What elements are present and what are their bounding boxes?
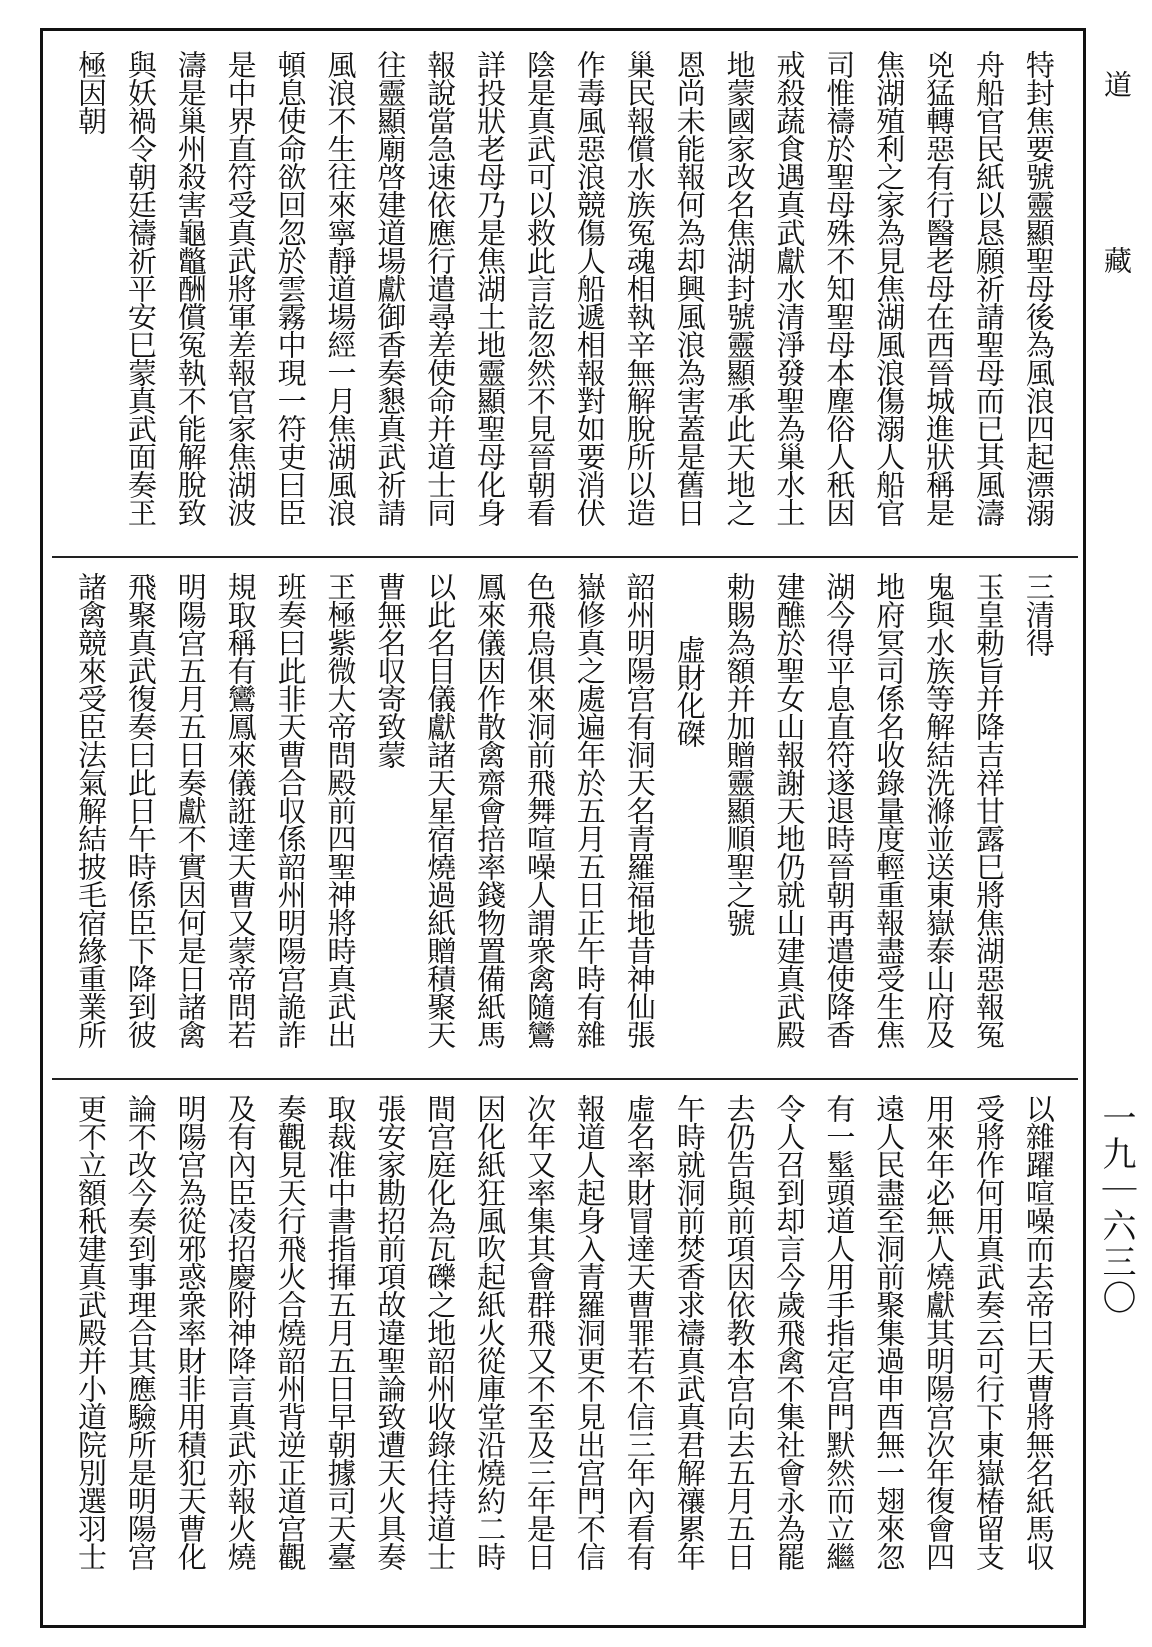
text-column: 曹無名収寄致蒙: [373, 572, 408, 768]
register-middle: [52, 560, 1078, 1076]
text-column: 次年又率集其會群飛又不至及三年是日: [523, 1094, 558, 1570]
text-column: 玉皇勅旨并降吉祥甘露巳將焦湖惡報冤: [972, 572, 1007, 1048]
text-column: 色飛烏俱來洞前飛舞喧噪人謂衆禽隨鸞: [523, 572, 558, 1048]
text-column: 報說當急速依應行遣尋差使命并道士同: [423, 50, 458, 526]
text-column: 明陽宫為從邪惑衆率財非用積犯天曹化: [173, 1094, 208, 1570]
text-column: 焦湖殖利之家為見焦湖風浪傷溺人船官: [872, 50, 907, 526]
text-column: 更不立額秖建真武殿并小道院別選羽士: [74, 1094, 108, 1570]
text-column: 玊極紫微大帝問殿前四聖神將時真武出: [323, 572, 358, 1048]
text-column: 湖今得平息直符遂退時晉朝再遣使降香: [822, 572, 857, 1048]
text-column: 特封焦要號靈顯聖母後為風浪四起漂溺: [1021, 50, 1056, 526]
text-column: 建醮於聖女山報謝天地仍就山建真武殿: [772, 572, 807, 1048]
text-column: 午時就洞前焚香求禱真武真君解禳累年: [672, 1094, 707, 1570]
text-column: 規取稱有鸞鳳來儀誑達天曹又蒙帝問若: [223, 572, 258, 1048]
text-column: 恩尚未能報何為却興風浪為害蓋是舊日: [672, 50, 707, 526]
text-column: 頓息使命欲回忽於雲霧中現一符吏曰臣: [273, 50, 308, 526]
text-column: 論不改今奏到事理合其應驗所是明陽宫: [123, 1094, 158, 1570]
text-column: 遠人民盡至洞前聚集過申酉無一翅來忽: [872, 1094, 907, 1570]
text-column: 張安家勘招前項故違聖論致遭天火具奏: [373, 1094, 408, 1570]
text-column: 地蒙國家改名焦湖封號靈顯承此天地之: [722, 50, 757, 526]
text-column: 陰是真武可以救此言訖忽然不見晉朝看: [523, 50, 558, 526]
text-column: 風浪不生往來寧靜道場經一月焦湖風浪: [323, 50, 358, 526]
register-bottom: [52, 1082, 1078, 1620]
text-column: 去仍告與前項因依教本宫向去五月五日: [722, 1094, 757, 1570]
text-column: 巢民報償水族冤魂相執辛無解脫所以造: [622, 50, 657, 526]
text-column: 是中界直符受真武將軍差報官家焦湖波: [223, 50, 258, 526]
text-column: 間宫庭化為瓦礫之地韶州收錄住持道士: [423, 1094, 458, 1570]
text-column: 及有內臣凌招慶附神降言真武亦報火燒: [223, 1094, 258, 1570]
text-column: 鳳來儀因作散禽齋會掊率錢物置備紙馬: [473, 572, 508, 1048]
text-column: 奏觀見天行飛火合燒韶州背逆正道宫觀: [273, 1094, 308, 1570]
text-column: 飛聚真武復奏曰此日午時係臣下降到彼: [123, 572, 158, 1048]
text-column: 以此名目儀獻諸天星宿燒過紙贈積聚天: [423, 572, 458, 1048]
text-column: 往靈顯廟啓建道場獻御香奏懇真武祈請: [373, 50, 408, 526]
text-column: 嶽修真之處遍年於五月五日正午時有雜: [572, 572, 607, 1048]
text-column: 受將作何用真武奏云可行下東嶽椿留支: [972, 1094, 1007, 1570]
text-column: 明陽宫五月五日奏獻不實因何是日諸禽: [173, 572, 208, 1048]
text-column: 取裁准中書指揮五月五日早朝據司天臺: [323, 1094, 358, 1570]
text-column: 作毒風惡浪競傷人船遞相報對如要消伏: [572, 50, 607, 526]
text-column: 極因朝: [74, 50, 108, 134]
text-column: 報道人起身入青羅洞更不見出宫門不信: [572, 1094, 607, 1570]
text-column: 與妖禍令朝廷禱祈平安巳蒙真武面奏玊: [123, 50, 158, 526]
text-column: 班奏曰此非天曹合収係韶州明陽宫詭詐: [273, 572, 308, 1048]
text-column: 鬼與水族等解結洗滌並送東嶽泰山府及: [922, 572, 957, 1048]
text-column: 濤是巢州殺害龜鼈酬償冤執不能解脫致: [173, 50, 208, 526]
page-number: 一九｜六三〇: [1096, 1100, 1136, 1316]
text-column: 用來年必無人燒獻其明陽宫次年復會四: [922, 1094, 957, 1570]
register-divider-1: [52, 556, 1078, 558]
text-column: 勅賜為額并加贈靈顯順聖之號: [722, 572, 757, 936]
text-column: 令人召到却言今歲飛禽不集社會永為罷: [772, 1094, 807, 1570]
text-column: 虛名率財冒達天曹罪若不信三年內看有: [622, 1094, 657, 1570]
text-column: 韶州明陽宫有洞天名青羅福地昔神仙張: [622, 572, 657, 1048]
text-column: 戒殺蔬食遇真武獻水清淨發聖為巢水土: [772, 50, 807, 526]
text-column: 因化紙狂風吹起紙火從庫堂沿燒約二時: [473, 1094, 508, 1570]
text-column: 詳投狀老母乃是焦湖土地靈顯聖母化身: [473, 50, 508, 526]
register-divider-2: [52, 1078, 1078, 1080]
text-column: 以雜躍喧噪而去帝曰天曹將無名紙馬収: [1021, 1094, 1056, 1570]
text-column: 有一髽頭道人用手指定宫門默然而立繼: [822, 1094, 857, 1570]
collection-title: 道 藏: [1100, 70, 1133, 334]
register-top: [52, 38, 1078, 554]
text-column: 諸禽競來受臣法氣解結披毛宿緣重業所: [74, 572, 108, 1048]
text-column: 舟船官民紙以恳願祈請聖母而已其風濤: [972, 50, 1007, 526]
text-column: 司惟禱於聖母殊不知聖母本塵俗人秖因: [822, 50, 857, 526]
text-column: 地府冥司係名收錄量度輕重報盡受生焦: [872, 572, 907, 1048]
text-column: 三清得: [1021, 572, 1056, 656]
section-heading: 虛財化磔: [672, 635, 707, 747]
text-column: 兇猛轉惡有行醫老母在西晉城進狀稱是: [922, 50, 957, 526]
